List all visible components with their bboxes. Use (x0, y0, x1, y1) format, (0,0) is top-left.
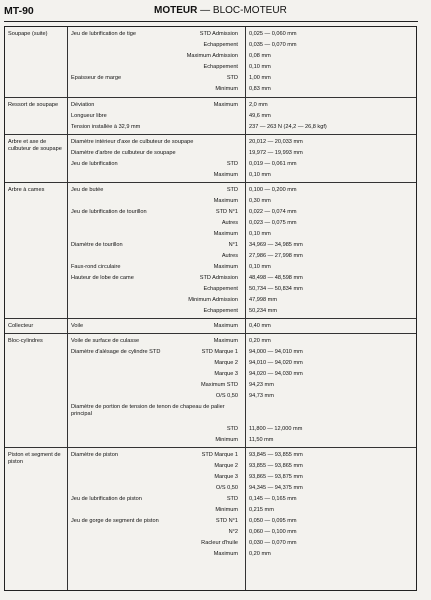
spec-condition: STD (226, 161, 238, 167)
spec-condition: Racleur d'huile (201, 540, 238, 546)
spec-parameter: Jeu de lubrification de tige (71, 31, 136, 37)
spec-condition: Marque 3 (214, 371, 238, 377)
spec-row (5, 284, 416, 295)
spec-value: 11,800 — 12,000 mm (249, 426, 303, 432)
spec-parameter: Jeu de gorge de segment de piston (71, 518, 159, 524)
spec-value: 0,10 mm (249, 231, 271, 237)
spec-table (4, 26, 417, 591)
spec-parameter: Déviation (71, 102, 95, 108)
spec-parameter: Diamètre intérieur d'axe de culbuteur de soupape (71, 139, 194, 145)
spec-row (5, 358, 416, 369)
spec-condition: Marque 3 (214, 474, 238, 480)
spec-parameter: Voile (71, 323, 84, 329)
spec-row (5, 170, 416, 181)
spec-row (5, 538, 416, 549)
spec-value: 0,10 mm (249, 264, 271, 270)
page-title-sub: BLOC-MOTEUR (212, 5, 287, 16)
spec-condition: Maximum Admission (186, 53, 238, 59)
spec-value: 94,010 — 94,020 mm (249, 360, 303, 366)
spec-condition: Echappement (203, 64, 238, 70)
spec-condition: Maximum (213, 264, 238, 270)
spec-value: 93,865 — 93,875 mm (249, 474, 303, 480)
page-number: MT-90 (4, 5, 34, 17)
spec-condition: Autres (221, 253, 238, 259)
spec-condition: Marque 2 (214, 360, 238, 366)
spec-row (5, 29, 416, 40)
spec-row (5, 391, 416, 402)
spec-row (5, 494, 416, 505)
spec-row (5, 483, 416, 494)
spec-value: 0,08 mm (249, 53, 271, 59)
spec-value: 0,10 mm (249, 172, 271, 178)
spec-row (5, 402, 416, 424)
section-category: Arbre et axe de culbuteur de soupape (8, 139, 62, 152)
spec-value: 47,998 mm (249, 297, 277, 303)
spec-parameter: Voile de surface de culasse (71, 338, 140, 344)
spec-row (5, 549, 416, 560)
spec-row (5, 262, 416, 273)
spec-condition: Maximum (213, 338, 238, 344)
spec-row (5, 159, 416, 170)
spec-row (5, 527, 416, 538)
spec-section (5, 447, 416, 562)
page-header (4, 5, 418, 19)
spec-condition: N°2 (228, 529, 238, 535)
spec-row (5, 51, 416, 62)
spec-value: 0,019 — 0,061 mm (249, 161, 297, 167)
spec-value: 2,0 mm (249, 102, 268, 108)
spec-condition: Maximum (213, 172, 238, 178)
spec-condition: O/S 0,50 (215, 485, 238, 491)
spec-row (5, 424, 416, 435)
spec-row (5, 84, 416, 95)
spec-row (5, 137, 416, 148)
spec-value: 237 — 263 N (24,2 — 26,8 kgf) (249, 124, 327, 130)
spec-section (5, 27, 416, 97)
spec-row (5, 73, 416, 84)
spec-row (5, 273, 416, 284)
spec-condition: Maximum STD (201, 382, 238, 388)
spec-value: 0,050 — 0,095 mm (249, 518, 297, 524)
spec-row (5, 229, 416, 240)
spec-value: 0,025 — 0,060 mm (249, 31, 297, 37)
spec-value: 0,023 — 0,075 mm (249, 220, 297, 226)
spec-value: 94,73 mm (249, 393, 274, 399)
spec-row (5, 218, 416, 229)
spec-condition: N°1 (228, 242, 238, 248)
spec-value: 27,986 — 27,998 mm (249, 253, 303, 259)
spec-value: 0,40 mm (249, 323, 271, 329)
spec-condition: Echappement (203, 286, 238, 292)
spec-value: 0,030 — 0,070 mm (249, 540, 297, 546)
spec-row (5, 472, 416, 483)
spec-condition: Maximum (213, 551, 238, 557)
spec-value: 0,022 — 0,074 mm (249, 209, 297, 215)
spec-value: 93,855 — 93,865 mm (249, 463, 303, 469)
spec-row (5, 505, 416, 516)
spec-row (5, 207, 416, 218)
spec-condition: STD Admission (199, 275, 238, 281)
spec-parameter: Longueur libre (71, 113, 107, 119)
spec-condition: Autres (221, 220, 238, 226)
spec-value: 0,20 mm (249, 338, 271, 344)
spec-row (5, 251, 416, 262)
spec-condition: STD (226, 187, 238, 193)
spec-value: 0,30 mm (249, 198, 271, 204)
spec-row (5, 122, 416, 133)
spec-value: 20,012 — 20,033 mm (249, 139, 303, 145)
section-category: Bloc-cylindres (8, 338, 43, 344)
spec-parameter: Diamètre de portion de tension de tenon de chapeau de palier principal (71, 404, 225, 417)
spec-parameter: Diamètre d'alésage de cylindre STD (71, 349, 161, 355)
spec-condition: Minimum (215, 86, 238, 92)
spec-value: 94,345 — 94,375 mm (249, 485, 303, 491)
spec-row (5, 295, 416, 306)
spec-value: 0,035 — 0,070 mm (249, 42, 297, 48)
spec-value: 0,83 mm (249, 86, 271, 92)
spec-condition: STD N°1 (215, 209, 238, 215)
spec-value: 0,145 — 0,165 mm (249, 496, 297, 502)
spec-parameter: Epaisseur de marge (71, 75, 122, 81)
section-category: Arbre à cames (8, 187, 45, 193)
section-category: Soupape (suite) (8, 31, 48, 37)
spec-section (5, 318, 416, 334)
spec-value: 49,6 mm (249, 113, 271, 119)
spec-condition: Echappement (203, 308, 238, 314)
spec-condition: O/S 0,50 (215, 393, 238, 399)
spec-value: 0,100 — 0,200 mm (249, 187, 297, 193)
spec-condition: Maximum (213, 102, 238, 108)
spec-parameter: Hauteur de lobe de came (71, 275, 134, 281)
spec-row (5, 336, 416, 347)
spec-condition: Minimum (215, 507, 238, 513)
spec-value: 0,10 mm (249, 64, 271, 70)
spec-row (5, 240, 416, 251)
spec-condition: STD Admission (199, 31, 238, 37)
spec-condition: STD Marque 1 (201, 452, 238, 458)
spec-parameter: Jeu de lubrification (71, 161, 118, 167)
spec-section (5, 182, 416, 319)
spec-row (5, 196, 416, 207)
spec-row (5, 347, 416, 358)
spec-parameter: Jeu de lubrification de piston (71, 496, 142, 502)
spec-row (5, 450, 416, 461)
spec-value: 94,23 mm (249, 382, 274, 388)
spec-value: 1,00 mm (249, 75, 271, 81)
spec-row (5, 369, 416, 380)
spec-condition: Marque 2 (214, 463, 238, 469)
spec-value: 19,972 — 19,993 mm (249, 150, 303, 156)
spec-row (5, 40, 416, 51)
spec-condition: STD N°1 (215, 518, 238, 524)
spec-row (5, 185, 416, 196)
spec-value: 0,215 mm (249, 507, 274, 513)
spec-parameter: Jeu de butée (71, 187, 104, 193)
spec-condition: STD Marque 1 (201, 349, 238, 355)
spec-row (5, 461, 416, 472)
spec-value: 94,000 — 94,010 mm (249, 349, 303, 355)
spec-value: 0,20 mm (249, 551, 271, 557)
spec-condition: Maximum (213, 198, 238, 204)
spec-row (5, 321, 416, 332)
spec-value: 94,020 — 94,030 mm (249, 371, 303, 377)
spec-row (5, 516, 416, 527)
page-title-main: MOTEUR (154, 5, 198, 16)
spec-row (5, 62, 416, 73)
spec-value: 0,060 — 0,100 mm (249, 529, 297, 535)
spec-condition: Echappement (203, 42, 238, 48)
spec-row (5, 111, 416, 122)
spec-row (5, 306, 416, 317)
section-category: Collecteur (8, 323, 34, 329)
spec-parameter: Diamètre d'arbre de culbuteur de soupape (71, 150, 176, 156)
spec-row (5, 380, 416, 391)
spec-row (5, 148, 416, 159)
spec-condition: Maximum (213, 323, 238, 329)
spec-parameter: Faux-rond circulaire (71, 264, 121, 270)
spec-value: 93,845 — 93,855 mm (249, 452, 303, 458)
spec-row (5, 435, 416, 446)
spec-section (5, 97, 416, 135)
spec-condition: Minimum Admission (188, 297, 238, 303)
spec-parameter: Diamètre de piston (71, 452, 118, 458)
page-title (154, 5, 287, 16)
section-category: Piston et segment de piston (8, 452, 61, 465)
spec-parameter: Jeu de lubrification de tourillon (71, 209, 147, 215)
spec-condition: Maximum (213, 231, 238, 237)
spec-value: 11,50 mm (249, 437, 274, 443)
spec-parameter: Diamètre de tourillon (71, 242, 123, 248)
spec-value: 34,969 — 34,985 mm (249, 242, 303, 248)
spec-parameter: Tension installée à 32,9 mm (71, 124, 141, 130)
spec-condition: Minimum (215, 437, 238, 443)
spec-condition: STD (226, 426, 238, 432)
page-title-separator: — (200, 5, 211, 16)
spec-value: 50,734 — 50,834 mm (249, 286, 303, 292)
spec-value: 48,498 — 48,598 mm (249, 275, 303, 281)
spec-value: 50,234 mm (249, 308, 277, 314)
spec-row (5, 100, 416, 111)
spec-condition: STD (226, 496, 238, 502)
section-category: Ressort de soupape (8, 102, 59, 108)
spec-section (5, 134, 416, 183)
spec-condition: STD (226, 75, 238, 81)
spec-section (5, 333, 416, 448)
header-divider (4, 21, 418, 22)
